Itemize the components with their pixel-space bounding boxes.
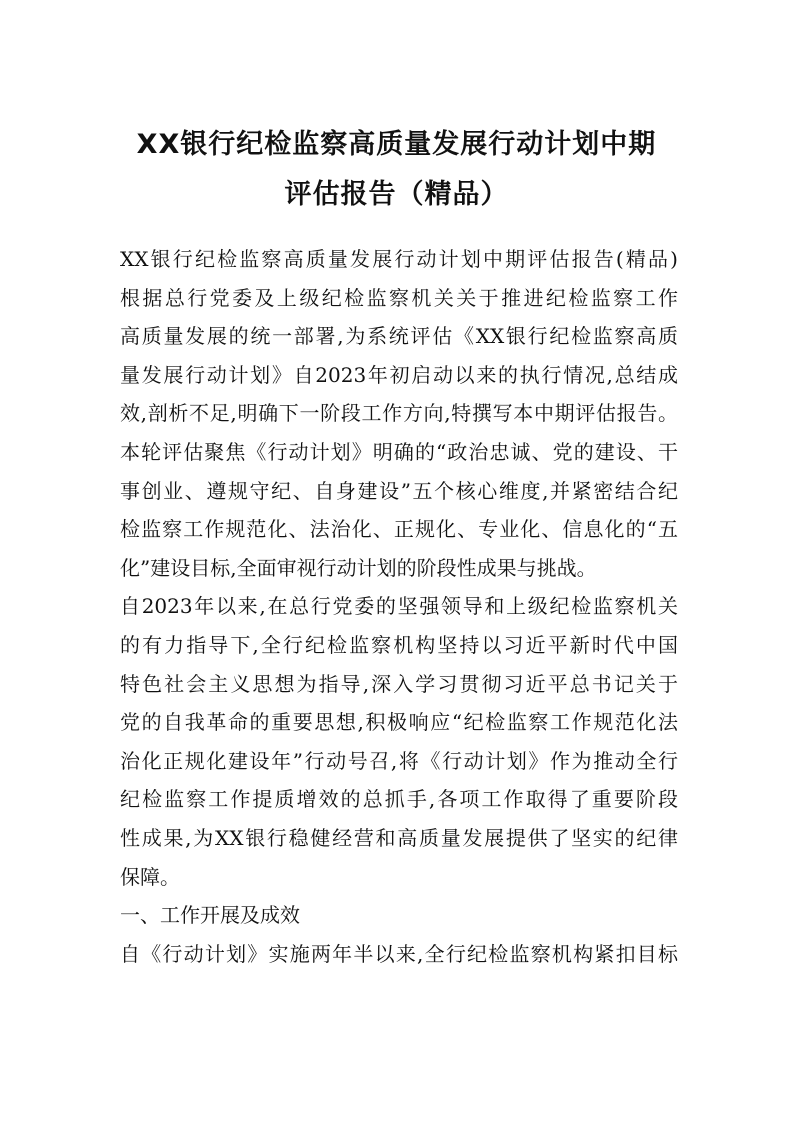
body-line: 的有力指导下,全行纪检监察机构坚持以习近平新时代中国	[120, 632, 678, 657]
document-body	[120, 240, 678, 973]
body-line: 事创业、遵规守纪、自身建设”五个核心维度,并紧密结合纪	[120, 478, 678, 503]
body-line: 纪检监察工作提质增效的总抓手,各项工作取得了重要阶段	[120, 787, 678, 812]
body-line: 高质量发展的统一部署,为系统评估《XX银行纪检监察高质	[120, 324, 678, 349]
body-line: 化”建设目标,全面审视行动计划的阶段性成果与挑战。	[120, 555, 597, 580]
body-line: 特色社会主义思想为指导,深入学习贯彻习近平总书记关于	[120, 671, 678, 696]
body-line: 治化正规化建设年”行动号召,将《行动计划》作为推动全行	[120, 748, 678, 773]
body-line: 党的自我革命的重要思想,积极响应“纪检监察工作规范化法	[120, 710, 678, 735]
body-line: 本轮评估聚焦《行动计划》明确的“政治忠诚、党的建设、干	[120, 439, 678, 464]
document-title	[0, 120, 793, 220]
title-line-1: XX银行纪检监察高质量发展行动计划中期	[136, 129, 657, 160]
body-line: 自2023年以来,在总行党委的坚强领导和上级纪检监察机关	[120, 594, 678, 619]
body-line: 根据总行党委及上级纪检监察机关关于推进纪检监察工作	[120, 285, 678, 310]
body-line: 效,剖析不足,明确下一阶段工作方向,特撰写本中期评估报告。	[120, 401, 678, 426]
body-line: XX银行纪检监察高质量发展行动计划中期评估报告(精品)	[120, 247, 678, 271]
body-line: 保障。	[120, 864, 180, 889]
title-line-2: 评估报告（精品）	[284, 179, 509, 210]
body-line: 一、工作开展及成效	[120, 903, 300, 928]
body-line: 检监察工作规范化、法治化、正规化、专业化、信息化的“五	[120, 517, 678, 542]
body-line: 性成果,为XX银行稳健经营和高质量发展提供了坚实的纪律	[120, 825, 678, 850]
body-line: 量发展行动计划》自2023年初启动以来的执行情况,总结成	[120, 362, 678, 387]
body-line: 自《行动计划》实施两年半以来,全行纪检监察机构紧扣目标	[120, 941, 678, 966]
